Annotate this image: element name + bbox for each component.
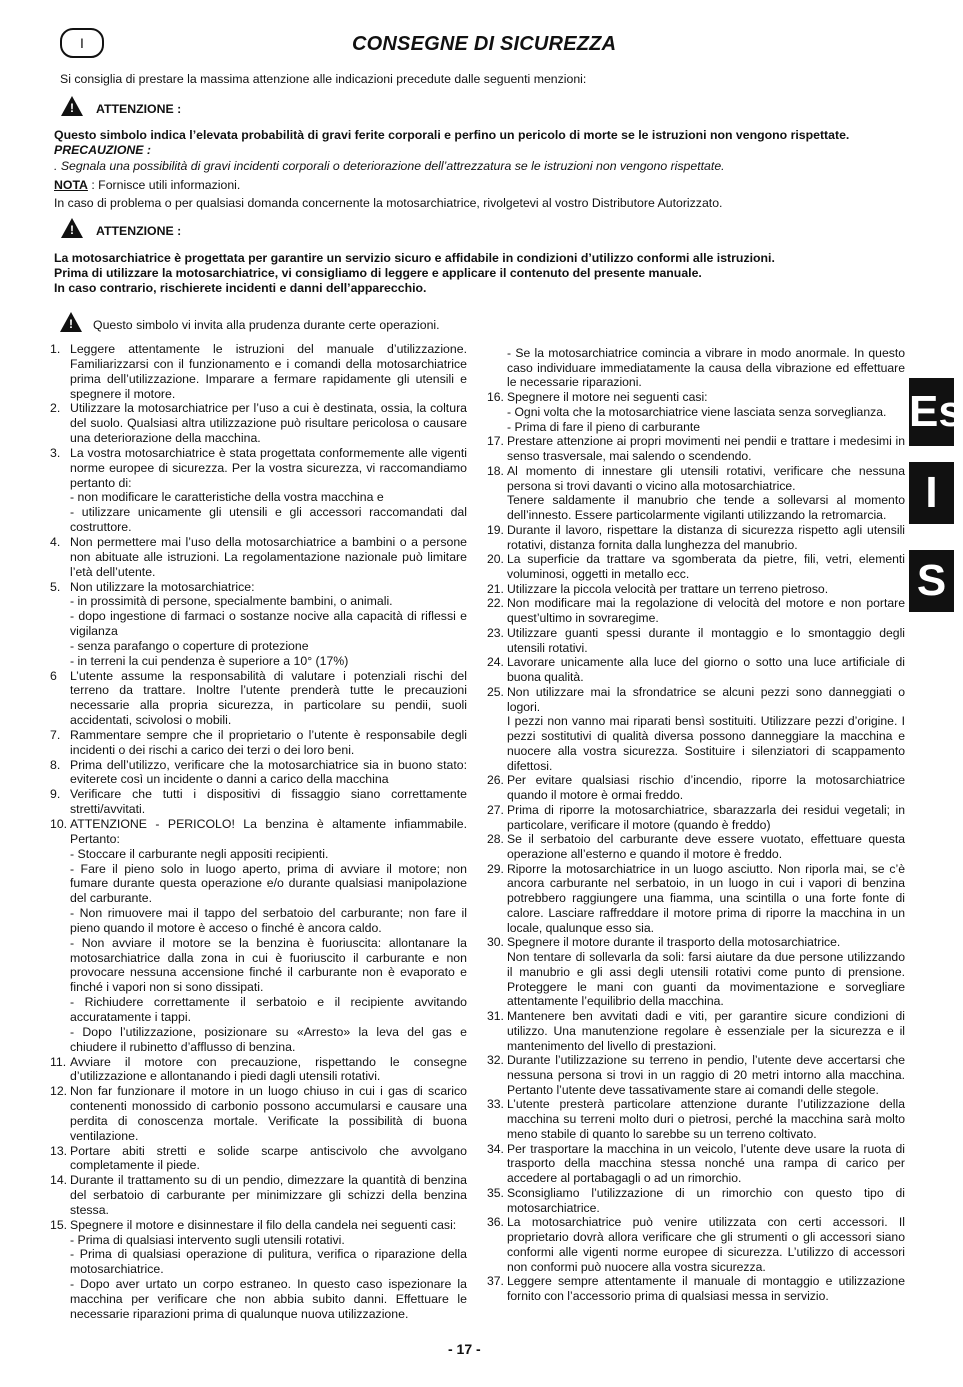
item-number <box>50 847 68 862</box>
warning-line: La motosarchiatrice è progettata per garantire un servizio sicuro e affidabile in condizioni d’utilizzo conformi alle istruzioni. <box>54 251 775 265</box>
list-item <box>50 758 467 788</box>
item-number <box>50 1025 68 1055</box>
item-text: Per evitare qualsiasi rischio d’incendio, riporre la motosarchiatrice quando il motore è ormai freddo. <box>507 773 905 803</box>
item-number <box>50 490 68 505</box>
item-number: 28. <box>487 832 504 847</box>
tab-es: Es <box>909 378 954 446</box>
item-number: 5. <box>50 579 61 594</box>
warning-line: In caso contrario, rischierete incidenti e danni dell’apparecchio. <box>54 281 427 295</box>
item-number <box>50 609 68 639</box>
item-text: Prestare attenzione ai propri movimenti nei pendii e trattare i medesimi in senso trasversale, mai salendo o scendendo. <box>507 434 905 464</box>
list-item <box>487 420 905 435</box>
item-text: - Prima di qualsiasi intervento sugli utensili rotativi. <box>70 1232 345 1247</box>
list-item <box>50 654 467 669</box>
list-item <box>487 1186 905 1215</box>
item-number: 19. <box>487 522 504 537</box>
item-text: Avviare il motore con precauzione, rispettando le consegne d’utilizzazione e allontanando i piedi dagli utensili rotativi. <box>70 1054 467 1084</box>
warning-line: Prima di utilizzare la motosarchiatrice, vi consigliamo di leggere e applicare il contenuto del presente manuale. <box>54 266 702 280</box>
item-number <box>487 346 505 390</box>
item-text: Spegnere il motore durante il trasporto della motosarchiatrice. <box>507 935 841 950</box>
item-number: 36. <box>487 1215 504 1230</box>
item-text: Durante il trattamento su di un pendio, dimezzare la quantità di benzina del serbatoio di carburante per minimizzare gli schizzi della benzina stessa. <box>70 1173 467 1217</box>
item-number: 1. <box>50 342 61 356</box>
item-number <box>50 936 68 995</box>
list-item <box>487 493 905 522</box>
list-item <box>50 505 467 535</box>
item-text: Prima dell’utilizzo, verificare che la motosarchiatrice sia in buono stato: eviterete così un incidente o danni a carico della macchina <box>70 757 467 787</box>
list-item <box>50 1233 467 1248</box>
item-text: - Se la motosarchiatrice comincia a vibrare in modo anormale. In questo caso individuare immediatamente la causa della vibrazione ed effettuare le necessarie riparazioni. <box>507 346 905 390</box>
item-number: 4. <box>50 534 61 549</box>
list-item <box>50 609 467 639</box>
list-item <box>487 1142 905 1186</box>
list-item <box>487 596 905 625</box>
item-text: - utilizzare unicamente gli utensili e gli accessori raccomandati dal costruttore. <box>70 505 467 535</box>
list-item <box>487 626 905 655</box>
item-text: - Prima di fare il pieno di carburante <box>507 419 701 434</box>
item-number <box>50 639 68 654</box>
item-text: - dopo ingestione di farmaci o sostanze nocive alla capacità di riflessi e vigilanza <box>70 609 467 639</box>
item-number: 18. <box>487 463 504 478</box>
item-number <box>487 950 505 1009</box>
item-text: Tenere saldamente il manubrio che tende a sollevarsi al momento dell’innesto. Essere particolarmente vigilanti utilizzando la retromarcia. <box>507 493 905 523</box>
list-item <box>487 405 905 420</box>
item-text: Mantenere ben avvitati dadi e viti, per garantire sicure condizioni di utilizzo. Una manutenzione regolare è essenziale per la sicurezza e il mantenimento del livello di prestazioni. <box>507 1009 905 1053</box>
list-item <box>487 1274 905 1303</box>
item-text: - Prima di qualsiasi operazione di pulitura, verifica o riparazione della motosarchiatrice. <box>70 1247 467 1277</box>
list-item <box>487 390 905 405</box>
item-number: 26. <box>487 773 504 788</box>
item-text: Se il serbatoio del carburante deve essere vuotato, effettuare questa operazione all’esterno e quando il motore è freddo. <box>507 832 905 861</box>
warning-label: ATTENZIONE : <box>96 224 182 238</box>
item-text: Rammentare sempre che il proprietario o l’utente è responsabile degli incidenti o dei rischi a carico dei terzi o dei loro beni. <box>70 727 467 757</box>
list-item <box>50 1144 467 1174</box>
item-text: Non utilizzare la motosarchiatrice: <box>70 579 255 594</box>
item-number: 34. <box>487 1141 504 1156</box>
tab-s: S <box>909 550 954 612</box>
warning-text: Questo simbolo indica l’elevata probabilità di gravi ferite corporali e perfino un pericolo di morte se le istruzioni non vengono rispettate. <box>54 128 850 142</box>
list-item <box>50 862 467 907</box>
item-text: Utilizzare la motosarchiatrice per l’uso a cui è destinata, ossia, la coltura del suolo. Qualsiasi altra utilizzazione può risultare pericolosa o causare una deteriorazione della macchina. <box>70 401 467 446</box>
item-text: L’utente presterà particolare attenzione durante l’utilizzazione della macchina su terreni molto duri o pietrosi, perché la macchina sarà molto meno stabile di quanto lo sarebbe su un terreno coltivato. <box>507 1097 905 1141</box>
item-number <box>487 420 505 435</box>
item-text: - Non avviare il motore se la benzina è fuoriuscita: allontanare la motosarchiatrice dalla zona in cui è fuoriuscito il carburante e non provocare nessuna accensione finché il carburante non è evaporato e finché i vapori non si sono dissipati. <box>70 935 467 995</box>
list-item <box>487 434 905 463</box>
item-number: 37. <box>487 1274 504 1289</box>
list-item <box>50 401 467 446</box>
item-number: 23. <box>487 625 504 640</box>
item-text: - Dopo aver urtato un corpo estraneo. In questo caso ispezionare la macchina per verificare che non abbia subito danni. Effettuare le necessarie riparazioni prima di qualunque nuova utilizzazione. <box>70 1277 467 1321</box>
note-line <box>54 178 240 193</box>
list-item <box>487 552 905 581</box>
list-item <box>50 490 467 505</box>
item-number: 22. <box>487 596 504 611</box>
item-number <box>50 1247 68 1277</box>
item-number <box>50 654 68 669</box>
list-item <box>50 1055 467 1085</box>
list-item <box>487 935 905 950</box>
item-text: - Fare il pieno solo in luogo aperto, prima di avviare il motore; non fumare durante questa operazione e/o durante qualsiasi manipolazione del carburante. <box>70 861 467 906</box>
list-item <box>487 346 905 390</box>
item-number: 6 <box>50 668 57 683</box>
list-item <box>487 1097 905 1141</box>
item-number: 11. <box>50 1054 67 1069</box>
item-number <box>487 493 505 522</box>
item-number <box>50 995 68 1025</box>
page-title: CONSEGNE DI SICUREZZA <box>352 33 617 55</box>
item-number: 30. <box>487 935 504 950</box>
list-item <box>50 342 467 401</box>
item-number: 20. <box>487 552 504 567</box>
item-text: Al momento di innestare gli utensili rotativi, verificare che nessuna persona si trovi davanti o vicino alla motosarchiatrice. <box>507 463 905 493</box>
item-number: 32. <box>487 1053 504 1068</box>
list-item <box>487 832 905 861</box>
list-item <box>487 582 905 597</box>
item-text: I pezzi non vanno mai riparati bensì sostituiti. Utilizzare pezzi d’origine. I pezzi sostitutivi di qualità diversa possono danneggiare la macchina e nuocere alla vostra sicurezza. Sostituire i silenziatori di scappamento difettosi. <box>507 714 905 773</box>
list-item <box>50 1218 467 1233</box>
item-number <box>487 405 505 420</box>
list-item <box>487 655 905 684</box>
item-text: Spegnere il motore nei seguenti casi: <box>507 390 708 405</box>
item-number: 17. <box>487 434 504 449</box>
item-number: 12. <box>50 1084 68 1099</box>
item-number: 29. <box>487 861 504 876</box>
item-text: Utilizzare la piccola velocità per trattare un terreno pietroso. <box>507 581 829 596</box>
distributor-text: In caso di problema o per qualsiasi domanda concernente la motosarchiatrice, rivolgetevi al vostro Distributore Autorizzato. <box>54 196 723 210</box>
item-text: La superficie da trattare va sgomberata da pietre, fili, vetri, elementi voluminosi, oggetti in metallo ecc. <box>507 552 905 582</box>
list-item <box>50 1025 467 1055</box>
list-item <box>50 995 467 1025</box>
item-text: Non far funzionare il motore in un luogo chiuso in cui i gas di scarico contenenti monossido di carbonio possono accumularsi e causare una perdita di conoscenza mortale. Verificate la possibilità di buona ventilazione. <box>70 1084 467 1143</box>
item-text: - Ogni volta che la motosarchiatrice viene lasciata senza sorveglianza. <box>507 404 887 419</box>
list-item <box>50 787 467 817</box>
item-text: - Non rimuovere mai il tappo del serbatoio del carburante; non fare il pieno quando il motore è acceso o finché è ancora caldo. <box>70 906 467 935</box>
item-text: - in terreni la cui pendenza è superiore a 10° (17%) <box>70 653 349 668</box>
item-text: La motosarchiatrice può venire utilizzata con certi accessori. Il proprietario dovrà allora verificare che gli strumenti o gli accessori siano conformi alle vigenti norme europee di sicurezza. L’utilizzo di accessori non conformi può nuocere alla vostra sicurezza. <box>507 1215 905 1274</box>
warning-icon <box>61 218 83 243</box>
item-text: Sconsigliamo l’utilizzazione di un rimorchio con questo tipo di motosarchiatrice. <box>507 1185 905 1215</box>
caution-label: PRECAUZIONE : <box>54 143 152 157</box>
left-column <box>50 342 467 1322</box>
item-text: Prima di riporre la motosarchiatrice, sbarazzarla dei residui vegetali; in particolare, verificare il motore (quando è freddo) <box>507 802 905 832</box>
item-number: 21. <box>487 581 504 596</box>
item-text: Non permettere mai l’uso della motosarchiatrice a bambini o a persone non abituate alle istruzioni. La regolamentazione nazionale può limitare l’età dell’utente. <box>70 534 467 579</box>
warning-label: ATTENZIONE : <box>96 102 182 116</box>
item-text: Non utilizzare mai la sfrondatrice se alcuni pezzi sono danneggiati o logori. <box>507 684 905 714</box>
item-text: Non tentare di sollevarla da soli: farsi aiutare da due persone utilizzando il manubrio e gli assi degli utensili rotativi come punto di prensione. Proteggere le mani con guanti da movimentazione e sorvegliare attentamente l’equilibrio della macchina. <box>507 950 905 1009</box>
list-item <box>487 1215 905 1274</box>
list-item <box>487 803 905 832</box>
list-item <box>50 446 467 491</box>
list-item <box>487 464 905 493</box>
item-text: La vostra motosarchiatrice è stata progettata conformemente alle vigenti norme europee di sicurezza. Per la vostra sicurezza, vi raccomandiamo pertanto di: <box>70 445 467 490</box>
item-number: 14. <box>50 1173 68 1188</box>
item-number: 15. <box>50 1217 68 1232</box>
list-item <box>487 685 905 714</box>
item-text: Verificare che tutti i dispositivi di fissaggio siano correttamente stretti/avvitati. <box>70 787 467 817</box>
item-number <box>487 714 505 773</box>
list-item <box>50 728 467 758</box>
item-number: 33. <box>487 1097 504 1112</box>
item-text: Leggere sempre attentamente il manuale di montaggio e utilizzazione fornito con l’accessorio prima di qualsiasi messa in servizio. <box>507 1274 905 1303</box>
item-text: Riporre la motosarchiatrice in un luogo asciutto. Non riporla mai, se c’è ancora carburante nel serbatoio, in un luogo in cui i vapori di benzina potrebbero raggiungere una fiamma, una scintilla o una forte fonte di calore. Lasciare raffreddare il motore prima di riporre la macchina in un locale, qualunque esso sia. <box>507 861 905 935</box>
page-number: - 17 - <box>448 1341 481 1357</box>
language-badge: I <box>60 28 104 58</box>
right-column <box>487 346 905 1304</box>
item-text: Per trasportare la macchina in un veicolo, l’utente deve usare la ruota di trasporto della macchina stessa nonché una rampa di carico per accedere al portabagagli o ad un rimorchio. <box>507 1141 905 1186</box>
list-item <box>50 1084 467 1143</box>
list-item <box>487 950 905 1009</box>
item-text: - senza parafango o coperture di protezione <box>70 638 309 653</box>
item-number <box>50 1277 68 1322</box>
list-item <box>487 1009 905 1053</box>
caution-icon <box>60 312 82 337</box>
note-text: : Fornisce utili informazioni. <box>87 178 241 192</box>
list-item <box>487 1053 905 1097</box>
intro-text: Si consiglia di prestare la massima attenzione alle indicazioni precedute dalle seguenti menzioni: <box>60 72 587 86</box>
item-text: Non modificare mai la regolazione di velocità del motore e non portare quest’ultimo in sovraregime. <box>507 596 905 626</box>
item-text: Portare abiti stretti e solide scarpe antiscivolo che avvolgano completamente il piede. <box>70 1143 467 1173</box>
list-item <box>50 580 467 595</box>
item-number <box>50 906 68 936</box>
item-number <box>50 1233 68 1248</box>
item-number <box>50 862 68 907</box>
item-text: - non modificare le caratteristiche della vostra macchina e <box>70 490 384 505</box>
item-text: - in prossimità di persone, specialmente bambini, o animali. <box>70 594 393 609</box>
list-item <box>50 817 467 847</box>
item-number: 16. <box>487 390 504 405</box>
symbol-note: Questo simbolo vi invita alla prudenza durante certe operazioni. <box>93 318 440 332</box>
item-number: 9. <box>50 787 61 802</box>
list-item <box>50 535 467 580</box>
item-text: Lavorare unicamente alla luce del giorno o sotto una luce artificiale di buona qualità. <box>507 655 905 685</box>
item-text: Leggere attentamente le istruzioni del manuale d’utilizzazione. Familiarizzarsi con il funzionamento e i comandi della motosarchiatrice prima dell’utilizzazione. Imparare a fermare rapidamente gli utensili e spegnere il motore. <box>70 342 467 401</box>
list-item <box>50 639 467 654</box>
list-item <box>50 936 467 995</box>
item-text: Spegnere il motore e disinnestare il filo della candela nei seguenti casi: <box>70 1217 457 1232</box>
list-item <box>487 714 905 773</box>
note-label: NOTA <box>54 178 88 192</box>
list-item <box>487 862 905 936</box>
warning-icon <box>61 96 83 121</box>
list-item <box>50 594 467 609</box>
item-text: Durante l’utilizzazione su terreno in pendio, l’utente deve accertarsi che nessuna persona si trovi in un raggio di 20 metri intorno alla macchina. Pertanto l’utente deve tassativamente stare ai comandi delle stegole. <box>507 1053 905 1097</box>
item-text: Durante il lavoro, rispettare la distanza di sicurezza rispetto agli utensili rotativi, distanza fornita dalla lunghezza del manubrio. <box>507 522 905 552</box>
list-item <box>50 1247 467 1277</box>
tab-i: I <box>909 462 954 524</box>
item-number: 25. <box>487 684 504 699</box>
item-number: 2. <box>50 401 61 416</box>
list-item <box>487 523 905 552</box>
item-text: - Richiudere correttamente il serbatoio e il recipiente avvitando accuratamente i tappi. <box>70 995 467 1024</box>
item-number: 35. <box>487 1185 504 1200</box>
item-number <box>50 505 68 535</box>
item-number: 31. <box>487 1009 504 1024</box>
item-number: 10. <box>50 817 68 831</box>
list-item <box>487 773 905 802</box>
item-number: 27. <box>487 802 504 817</box>
item-text: Utilizzare guanti spessi durante il montaggio e lo smontaggio degli utensili rotativi. <box>507 625 905 655</box>
item-number: 7. <box>50 727 61 742</box>
list-item <box>50 669 467 728</box>
list-item <box>50 1173 467 1218</box>
item-text: ATTENZIONE - PERICOLO! La benzina è altamente infiammabile. Pertanto: <box>70 817 467 846</box>
list-item <box>50 906 467 936</box>
list-item <box>50 847 467 862</box>
item-text: - Dopo l’utilizzazione, posizionare su «Arresto» la leva del gas e chiudere il rubinetto d’afflusso di benzina. <box>70 1024 467 1054</box>
item-number: 3. <box>50 445 61 460</box>
item-number: 13. <box>50 1143 68 1158</box>
item-number <box>50 594 68 609</box>
list-item <box>50 1277 467 1322</box>
item-number: 24. <box>487 655 504 670</box>
item-number: 8. <box>50 757 61 772</box>
item-text: L’utente assume la responsabilità di valutare i potenziali rischi del terreno da trattare. Inoltre l’utente prenderà tutte le precauzioni necessarie alla propria sicurezza, in particolare su pendii, suoli accidentati, scivolosi o mobili. <box>70 668 467 728</box>
item-text: - Stoccare il carburante negli appositi recipienti. <box>70 846 329 861</box>
caution-text: . Segnala una possibilità di gravi incidenti corporali o deteriorazione dell’attrezzatura se le istruzioni non vengono rispettate. <box>54 159 725 173</box>
